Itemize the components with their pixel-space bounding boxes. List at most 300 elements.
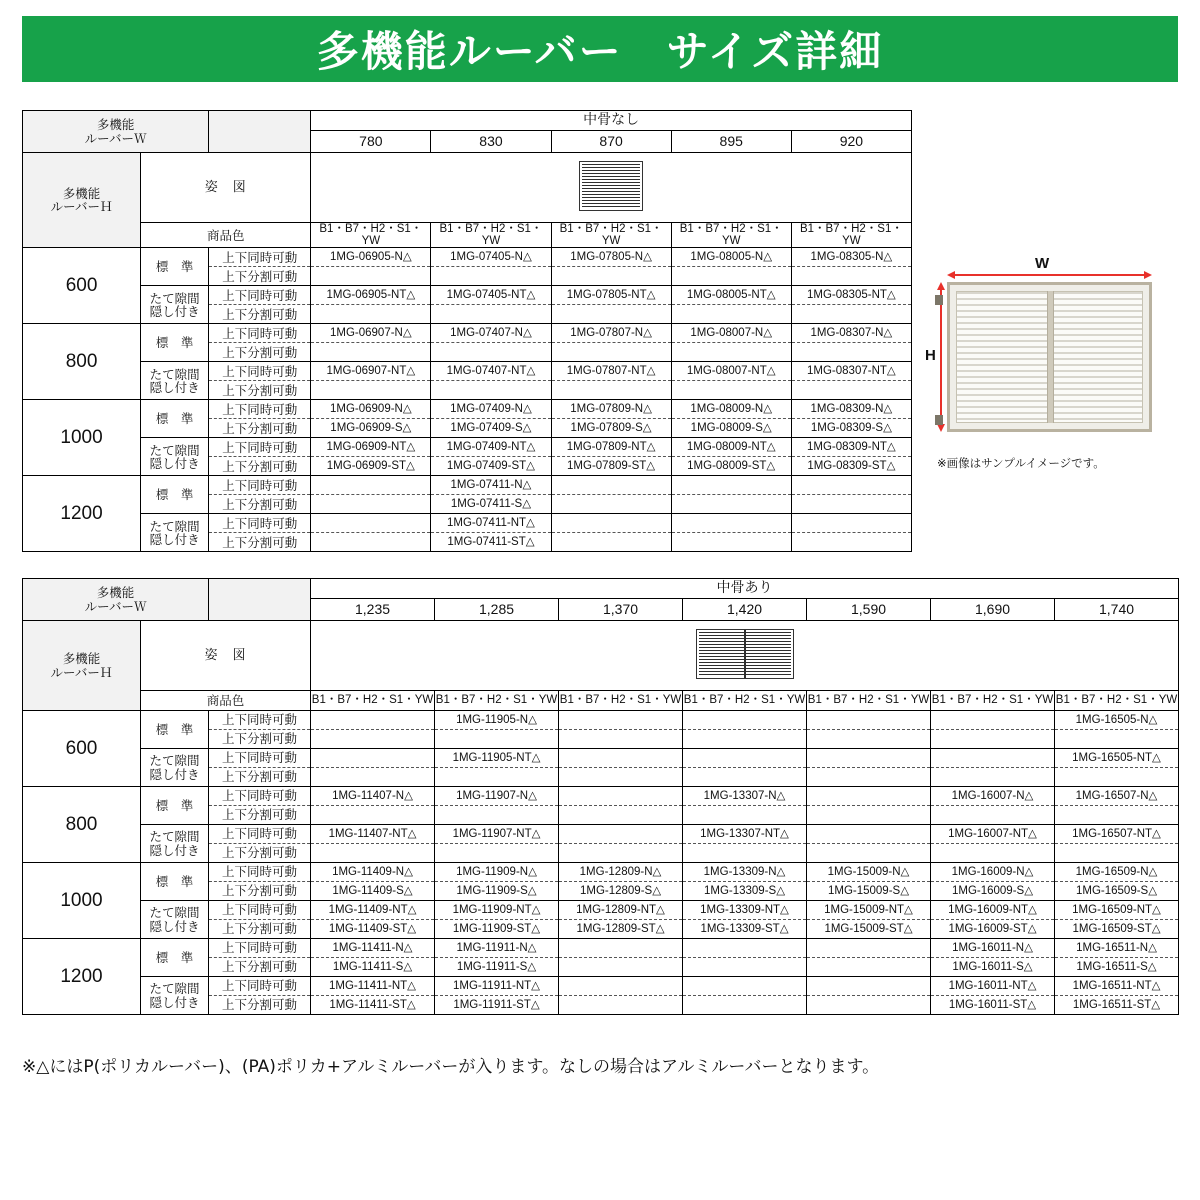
cell-t1-1200-hid-split-1: 1MG-07411-ST△ [431,533,551,552]
t2-mode-split-800-std: 上下分割可動 [209,806,311,825]
cell-t1-1000-std-sim-3: 1MG-08009-N△ [671,400,791,419]
cell-t1-1000-hid-split-0: 1MG-06909-ST△ [311,457,431,476]
cell-t1-600-std-split-3 [671,267,791,286]
t2-type-hidden-600-line2: 隠し付き [149,766,200,782]
t2-type-standard-800: 標 準 [141,787,209,825]
cell-t2-600-hid-split-1 [435,768,559,787]
cell-t1-600-std-sim-0: 1MG-06905-N△ [311,248,431,267]
cell-t2-800-std-split-0 [311,806,435,825]
mode-sim-800-hid: 上下同時可動 [209,362,311,381]
cell-t1-600-std-split-0 [311,267,431,286]
cell-t1-1200-hid-sim-3 [671,514,791,533]
t2-header-product-w-line1: 多機能 [96,585,135,601]
cell-t2-1000-std-sim-4: 1MG-15009-N△ [807,863,931,882]
cell-t1-800-std-split-0 [311,343,431,362]
cell-t2-1000-hid-split-6: 1MG-16509-ST△ [1055,920,1179,939]
cell-t2-600-hid-sim-5 [931,749,1055,768]
mode-split-600-hid: 上下分割可動 [209,305,311,324]
cell-t2-600-std-split-6 [1055,730,1179,749]
cell-t2-600-hid-split-3 [683,768,807,787]
cell-t2-1000-std-split-2: 1MG-12809-S△ [559,882,683,901]
cell-t2-800-std-sim-5: 1MG-16007-N△ [931,787,1055,806]
cell-t2-600-hid-split-5 [931,768,1055,787]
type-hidden-1000-line2: 隠し付き [149,455,200,471]
cell-t2-1200-hid-sim-0: 1MG-11411-NT△ [311,977,435,996]
cell-t1-600-std-sim-1: 1MG-07405-N△ [431,248,551,267]
color-col-3: B1・B7・H2・S1・YW [671,223,791,248]
cell-t2-600-hid-sim-0 [311,749,435,768]
cell-t1-1000-std-sim-4: 1MG-08309-N△ [791,400,911,419]
cell-t2-1000-std-sim-2: 1MG-12809-N△ [559,863,683,882]
cell-t2-1200-hid-split-4 [807,996,931,1015]
cell-t1-600-hid-split-2 [551,305,671,324]
cell-t2-800-std-split-5 [931,806,1055,825]
width-col-1: 830 [431,131,551,153]
louver-thumbnail-no-mullion [579,161,643,211]
mode-sim-800-std: 上下同時可動 [209,324,311,343]
t2-color-col-1: B1・B7・H2・S1・YW [435,691,559,711]
cell-t2-600-hid-split-4 [807,768,931,787]
cell-t2-1000-hid-split-1: 1MG-11909-ST△ [435,920,559,939]
type-hidden-800-line1: たて隙間 [149,366,200,382]
cell-t2-1200-hid-sim-2 [559,977,683,996]
t2-type-hidden-800-line1: たて隙間 [149,829,200,845]
cell-t1-1200-hid-split-2 [551,533,671,552]
cell-t2-600-hid-split-0 [311,768,435,787]
cell-t1-600-hid-sim-2: 1MG-07805-NT△ [551,286,671,305]
type-standard-800: 標 準 [141,324,209,362]
cell-t1-1200-std-split-0 [311,495,431,514]
cell-t1-600-hid-split-0 [311,305,431,324]
cell-t1-600-hid-split-3 [671,305,791,324]
t2-width-col-0: 1,235 [311,599,435,621]
type-hidden-600-line2: 隠し付き [149,303,200,319]
t2-mode-sim-800-std: 上下同時可動 [209,787,311,806]
cell-t1-1000-hid-sim-0: 1MG-06909-NT△ [311,438,431,457]
cell-t2-600-hid-split-6 [1055,768,1179,787]
t2-header-product-w [23,579,209,621]
header-product-h-line2: ルーバーＨ [50,199,113,215]
t2-type-hidden-1200-line2: 隠し付き [149,994,200,1010]
cell-t2-1000-hid-split-3: 1MG-13309-ST△ [683,920,807,939]
t2-type-standard-1200: 標 準 [141,939,209,977]
cell-t2-1000-std-split-6: 1MG-16509-S△ [1055,882,1179,901]
cell-t2-600-std-split-1 [435,730,559,749]
cell-t2-1000-std-sim-6: 1MG-16509-N△ [1055,863,1179,882]
type-hidden-600-line1: たて隙間 [149,290,200,306]
cell-t2-1000-hid-sim-5: 1MG-16009-NT△ [931,901,1055,920]
cell-t2-800-std-sim-0: 1MG-11407-N△ [311,787,435,806]
header-product-w-line1: 多機能 [96,117,135,133]
cell-t1-1200-hid-split-4 [791,533,911,552]
cell-t2-1000-hid-sim-2: 1MG-12809-NT△ [559,901,683,920]
mode-split-1200-std: 上下分割可動 [209,495,311,514]
mode-split-600-std: 上下分割可動 [209,267,311,286]
cell-t2-800-hid-sim-3: 1MG-13307-NT△ [683,825,807,844]
t2-type-hidden-1000 [141,901,209,939]
cell-t2-1000-hid-sim-3: 1MG-13309-NT△ [683,901,807,920]
t2-header-product-h [23,621,141,711]
cell-t1-600-hid-split-4 [791,305,911,324]
cell-t1-1200-std-sim-4 [791,476,911,495]
cell-t1-1000-hid-sim-3: 1MG-08009-NT△ [671,438,791,457]
cell-t2-1200-std-sim-3 [683,939,807,958]
cell-t2-600-std-sim-1: 1MG-11905-N△ [435,711,559,730]
t2-mode-split-1000-hid: 上下分割可動 [209,920,311,939]
page-header [22,16,1178,82]
cell-t1-1000-std-split-2: 1MG-07809-S△ [551,419,671,438]
cell-t1-600-hid-sim-3: 1MG-08005-NT△ [671,286,791,305]
t2-type-hidden-600-line1: たて隙間 [149,753,200,769]
width-col-4: 920 [791,131,911,153]
t2-height-600: 600 [23,711,141,787]
cell-t1-1200-std-split-2 [551,495,671,514]
cell-t2-1200-hid-split-0: 1MG-11411-ST△ [311,996,435,1015]
sample-louver-image [947,282,1152,432]
cell-t2-1200-std-split-3 [683,958,807,977]
t2-type-hidden-1200-line1: たて隙間 [149,981,200,997]
cell-t2-600-std-split-3 [683,730,807,749]
cell-t1-800-hid-sim-3: 1MG-08007-NT△ [671,362,791,381]
cell-t2-800-hid-split-3 [683,844,807,863]
t2-mode-split-600-std: 上下分割可動 [209,730,311,749]
t2-type-hidden-800 [141,825,209,863]
mode-split-1200-hid: 上下分割可動 [209,533,311,552]
cell-t2-1000-hid-sim-0: 1MG-11409-NT△ [311,901,435,920]
cell-t1-1000-hid-sim-2: 1MG-07809-NT△ [551,438,671,457]
cell-t1-1000-std-split-3: 1MG-08009-S△ [671,419,791,438]
cell-t2-1200-std-sim-5: 1MG-16011-N△ [931,939,1055,958]
mode-sim-1200-hid: 上下同時可動 [209,514,311,533]
cell-t1-600-hid-sim-1: 1MG-07405-NT△ [431,286,551,305]
cell-t1-800-std-sim-4: 1MG-08307-N△ [791,324,911,343]
t2-color-col-0: B1・B7・H2・S1・YW [311,691,435,711]
width-col-2: 870 [551,131,671,153]
cell-t1-1000-std-split-1: 1MG-07409-S△ [431,419,551,438]
cell-t2-800-hid-split-6 [1055,844,1179,863]
cell-t2-600-hid-split-2 [559,768,683,787]
t2-height-800: 800 [23,787,141,863]
cell-t2-600-std-sim-5 [931,711,1055,730]
color-col-2: B1・B7・H2・S1・YW [551,223,671,248]
mode-sim-1000-std: 上下同時可動 [209,400,311,419]
t2-mode-sim-600-std: 上下同時可動 [209,711,311,730]
t2-mode-sim-1200-std: 上下同時可動 [209,939,311,958]
cell-t2-800-hid-sim-6: 1MG-16507-NT△ [1055,825,1179,844]
cell-t1-800-hid-sim-4: 1MG-08307-NT△ [791,362,911,381]
cell-t2-800-std-split-6 [1055,806,1179,825]
t2-type-standard-1000: 標 準 [141,863,209,901]
cell-t2-600-std-sim-3 [683,711,807,730]
cell-t2-1200-hid-sim-1: 1MG-11911-NT△ [435,977,559,996]
type-hidden-1200 [141,514,209,552]
cell-t1-600-std-sim-2: 1MG-07805-N△ [551,248,671,267]
cell-t2-1200-std-sim-1: 1MG-11911-N△ [435,939,559,958]
cell-t1-800-hid-sim-2: 1MG-07807-NT△ [551,362,671,381]
type-hidden-600 [141,286,209,324]
cell-t1-800-hid-split-2 [551,381,671,400]
type-hidden-800-line2: 隠し付き [149,379,200,395]
cell-t1-1000-hid-split-4: 1MG-08309-ST△ [791,457,911,476]
cell-t2-1200-std-sim-4 [807,939,931,958]
t2-mode-split-1000-std: 上下分割可動 [209,882,311,901]
cell-t2-600-hid-sim-4 [807,749,931,768]
cell-t2-1200-hid-split-1: 1MG-11911-ST△ [435,996,559,1015]
t2-header-product-w-line2: ルーバーＷ [84,598,147,614]
cell-t1-800-hid-split-4 [791,381,911,400]
cell-t2-600-std-sim-6: 1MG-16505-N△ [1055,711,1179,730]
cell-t2-1000-std-sim-3: 1MG-13309-N△ [683,863,807,882]
cell-t2-800-std-sim-4 [807,787,931,806]
cell-t1-1000-hid-split-2: 1MG-07809-ST△ [551,457,671,476]
t2-product-color-label: 商品色 [141,691,311,711]
cell-t1-600-std-split-2 [551,267,671,286]
mode-sim-1000-hid: 上下同時可動 [209,438,311,457]
cell-t2-600-hid-sim-6: 1MG-16505-NT△ [1055,749,1179,768]
cell-t2-800-std-sim-2 [559,787,683,806]
cell-t1-1200-hid-sim-0 [311,514,431,533]
cell-t2-800-std-sim-3: 1MG-13307-N△ [683,787,807,806]
product-color-label: 商品色 [141,223,311,248]
t2-header-product-h-line2: ルーバーＨ [50,664,113,680]
cell-t2-800-std-split-1 [435,806,559,825]
cell-t2-800-std-split-2 [559,806,683,825]
cell-t2-1200-hid-sim-6: 1MG-16511-NT△ [1055,977,1179,996]
type-standard-1200: 標 準 [141,476,209,514]
cell-t1-1200-hid-sim-4 [791,514,911,533]
cell-t2-600-std-split-2 [559,730,683,749]
header-product-w-line2: ルーバーＷ [84,130,147,146]
width-arrow-icon [947,269,1152,281]
cell-t2-1200-std-split-1: 1MG-11911-S△ [435,958,559,977]
t2-width-col-6: 1,740 [1055,599,1179,621]
header-product-w [23,111,209,153]
cell-t2-800-hid-split-1 [435,844,559,863]
t2-width-col-1: 1,285 [435,599,559,621]
cell-t1-1200-hid-sim-2 [551,514,671,533]
t2-type-hidden-800-line2: 隠し付き [149,842,200,858]
t2-color-col-6: B1・B7・H2・S1・YW [1055,691,1179,711]
cell-t1-1000-hid-split-3: 1MG-08009-ST△ [671,457,791,476]
cell-t1-1200-hid-sim-1: 1MG-07411-NT△ [431,514,551,533]
cell-t1-800-std-sim-2: 1MG-07807-N△ [551,324,671,343]
cell-t2-1000-hid-split-4: 1MG-15009-ST△ [807,920,931,939]
type-standard-600: 標 準 [141,248,209,286]
t2-mode-split-1200-std: 上下分割可動 [209,958,311,977]
height-1000: 1000 [23,400,141,476]
t2-width-col-2: 1,370 [559,599,683,621]
mode-sim-600-std: 上下同時可動 [209,248,311,267]
cell-t2-1200-std-split-5: 1MG-16011-S△ [931,958,1055,977]
cell-t1-1200-std-sim-2 [551,476,671,495]
t2-mode-sim-800-hid: 上下同時可動 [209,825,311,844]
cell-t2-1200-hid-sim-5: 1MG-16011-NT△ [931,977,1055,996]
cell-t1-600-hid-split-1 [431,305,551,324]
cell-t2-800-std-sim-6: 1MG-16507-N△ [1055,787,1179,806]
cell-t1-1200-hid-split-3 [671,533,791,552]
cell-t2-600-hid-sim-2 [559,749,683,768]
cell-t2-600-std-sim-4 [807,711,931,730]
t2-mode-split-1200-hid: 上下分割可動 [209,996,311,1015]
cell-t1-800-hid-sim-1: 1MG-07407-NT△ [431,362,551,381]
t2-mode-split-800-hid: 上下分割可動 [209,844,311,863]
t2-height-1000: 1000 [23,863,141,939]
t2-figure-cell [311,621,1179,691]
cell-t2-1200-hid-sim-4 [807,977,931,996]
cell-t1-1000-std-sim-2: 1MG-07809-N△ [551,400,671,419]
t2-mode-split-600-hid: 上下分割可動 [209,768,311,787]
cell-t2-800-hid-sim-4 [807,825,931,844]
cell-t1-600-hid-sim-4: 1MG-08305-NT△ [791,286,911,305]
cell-t1-800-std-split-2 [551,343,671,362]
color-col-4: B1・B7・H2・S1・YW [791,223,911,248]
footnote: ※△にはP(ポリカルーバー)、(PA)ポリカ+アルミルーバーが入ります。なしの場合はアルミルーバーとなります。 [22,1057,880,1077]
t2-mode-sim-1000-std: 上下同時可動 [209,863,311,882]
cell-t2-800-std-split-3 [683,806,807,825]
t2-height-1200: 1200 [23,939,141,1015]
cell-t2-1000-hid-split-0: 1MG-11409-ST△ [311,920,435,939]
spec-table-no-mullion [22,110,912,552]
type-hidden-1000 [141,438,209,476]
mode-split-800-hid: 上下分割可動 [209,381,311,400]
header-spacer [209,111,311,153]
t2-color-col-3: B1・B7・H2・S1・YW [683,691,807,711]
t2-width-col-5: 1,690 [931,599,1055,621]
cell-t2-800-hid-sim-0: 1MG-11407-NT△ [311,825,435,844]
cell-t2-1000-hid-split-5: 1MG-16009-ST△ [931,920,1055,939]
cell-t2-1200-std-split-2 [559,958,683,977]
t2-figure-label: 姿 図 [141,621,311,691]
cell-t2-800-hid-sim-2 [559,825,683,844]
cell-t1-1200-std-sim-0 [311,476,431,495]
cell-t1-800-std-split-3 [671,343,791,362]
t2-mode-sim-1000-hid: 上下同時可動 [209,901,311,920]
cell-t2-1000-std-split-3: 1MG-13309-S△ [683,882,807,901]
cell-t2-800-hid-split-4 [807,844,931,863]
cell-t2-1000-std-split-0: 1MG-11409-S△ [311,882,435,901]
cell-t1-600-std-sim-3: 1MG-08005-N△ [671,248,791,267]
cell-t2-600-std-split-5 [931,730,1055,749]
t2-mode-sim-1200-hid: 上下同時可動 [209,977,311,996]
cell-t2-600-std-split-0 [311,730,435,749]
cell-t2-800-hid-sim-1: 1MG-11907-NT△ [435,825,559,844]
cell-t1-1000-std-sim-0: 1MG-06909-N△ [311,400,431,419]
cell-t1-1200-std-sim-1: 1MG-07411-N△ [431,476,551,495]
group-header-with-mullion: 中骨あり [311,579,1179,599]
cell-t2-1000-hid-sim-1: 1MG-11909-NT△ [435,901,559,920]
cell-t2-1000-hid-sim-6: 1MG-16509-NT△ [1055,901,1179,920]
cell-t2-1200-hid-split-2 [559,996,683,1015]
cell-t1-1000-std-split-4: 1MG-08309-S△ [791,419,911,438]
cell-t2-1200-hid-sim-3 [683,977,807,996]
cell-t2-800-hid-split-2 [559,844,683,863]
cell-t1-800-hid-split-1 [431,381,551,400]
group-header-no-mullion: 中骨なし [311,111,912,131]
cell-t2-800-std-split-4 [807,806,931,825]
mode-sim-1200-std: 上下同時可動 [209,476,311,495]
louver-slats-icon [582,164,640,208]
cell-t2-1000-hid-split-2: 1MG-12809-ST△ [559,920,683,939]
cell-t2-1200-std-sim-6: 1MG-16511-N△ [1055,939,1179,958]
bracket-top-icon [935,295,943,305]
cell-t1-1000-hid-split-1: 1MG-07409-ST△ [431,457,551,476]
page-title: 多機能ルーバー サイズ詳細 [316,27,884,76]
figure-label: 姿 図 [141,153,311,223]
t2-type-standard-600: 標 準 [141,711,209,749]
cell-t1-1200-std-split-3 [671,495,791,514]
type-hidden-800 [141,362,209,400]
cell-t1-1000-hid-sim-4: 1MG-08309-NT△ [791,438,911,457]
cell-t1-1000-std-split-0: 1MG-06909-S△ [311,419,431,438]
t2-type-hidden-1000-line2: 隠し付き [149,918,200,934]
cell-t2-1000-std-sim-0: 1MG-11409-N△ [311,863,435,882]
t2-color-col-2: B1・B7・H2・S1・YW [559,691,683,711]
cell-t2-1200-std-sim-0: 1MG-11411-N△ [311,939,435,958]
cell-t2-1200-hid-split-6: 1MG-16511-ST△ [1055,996,1179,1015]
header-product-h-line1: 多機能 [62,185,101,201]
t2-color-col-5: B1・B7・H2・S1・YW [931,691,1055,711]
cell-t1-1200-std-sim-3 [671,476,791,495]
sample-h-label: H [925,347,936,364]
cell-t2-600-std-sim-2 [559,711,683,730]
cell-t2-1000-std-sim-5: 1MG-16009-N△ [931,863,1055,882]
cell-t1-600-std-sim-4: 1MG-08305-N△ [791,248,911,267]
t2-color-col-4: B1・B7・H2・S1・YW [807,691,931,711]
cell-t1-800-hid-split-3 [671,381,791,400]
cell-t2-1000-std-split-4: 1MG-15009-S△ [807,882,931,901]
cell-t1-1200-std-split-4 [791,495,911,514]
t2-width-col-3: 1,420 [683,599,807,621]
cell-t1-800-std-split-1 [431,343,551,362]
width-col-0: 780 [311,131,431,153]
louver-thumbnail-with-mullion [696,629,794,679]
cell-t2-600-std-split-4 [807,730,931,749]
type-hidden-1200-line2: 隠し付き [149,531,200,547]
cell-t2-1000-std-split-1: 1MG-11909-S△ [435,882,559,901]
height-800: 800 [23,324,141,400]
cell-t2-1200-std-split-0: 1MG-11411-S△ [311,958,435,977]
cell-t1-800-std-sim-0: 1MG-06907-N△ [311,324,431,343]
type-hidden-1000-line1: たて隙間 [149,442,200,458]
cell-t1-1000-hid-sim-1: 1MG-07409-NT△ [431,438,551,457]
cell-t1-1200-std-split-1: 1MG-07411-S△ [431,495,551,514]
t2-header-product-h-line1: 多機能 [62,651,101,667]
cell-t2-1000-std-sim-1: 1MG-11909-N△ [435,863,559,882]
cell-t2-1200-std-split-4 [807,958,931,977]
cell-t2-1000-hid-sim-4: 1MG-15009-NT△ [807,901,931,920]
spec-table-with-mullion [22,578,1179,1015]
cell-t2-1200-hid-split-5: 1MG-16011-ST△ [931,996,1055,1015]
cell-t2-800-hid-split-0 [311,844,435,863]
cell-t2-1200-std-sim-2 [559,939,683,958]
t2-type-hidden-600 [141,749,209,787]
sample-louver-mullion [1047,291,1054,423]
cell-t1-800-std-split-4 [791,343,911,362]
t2-header-spacer [209,579,311,621]
cell-t1-600-std-split-1 [431,267,551,286]
type-standard-1000: 標 準 [141,400,209,438]
sample-note: ※画像はサンプルイメージです。 [937,456,1105,470]
t2-type-hidden-1000-line1: たて隙間 [149,905,200,921]
cell-t1-600-std-split-4 [791,267,911,286]
cell-t1-1000-std-sim-1: 1MG-07409-N△ [431,400,551,419]
color-col-1: B1・B7・H2・S1・YW [431,223,551,248]
width-col-3: 895 [671,131,791,153]
cell-t2-1000-std-split-5: 1MG-16009-S△ [931,882,1055,901]
cell-t1-800-std-sim-1: 1MG-07407-N△ [431,324,551,343]
cell-t1-600-hid-sim-0: 1MG-06905-NT△ [311,286,431,305]
mode-split-1000-std: 上下分割可動 [209,419,311,438]
